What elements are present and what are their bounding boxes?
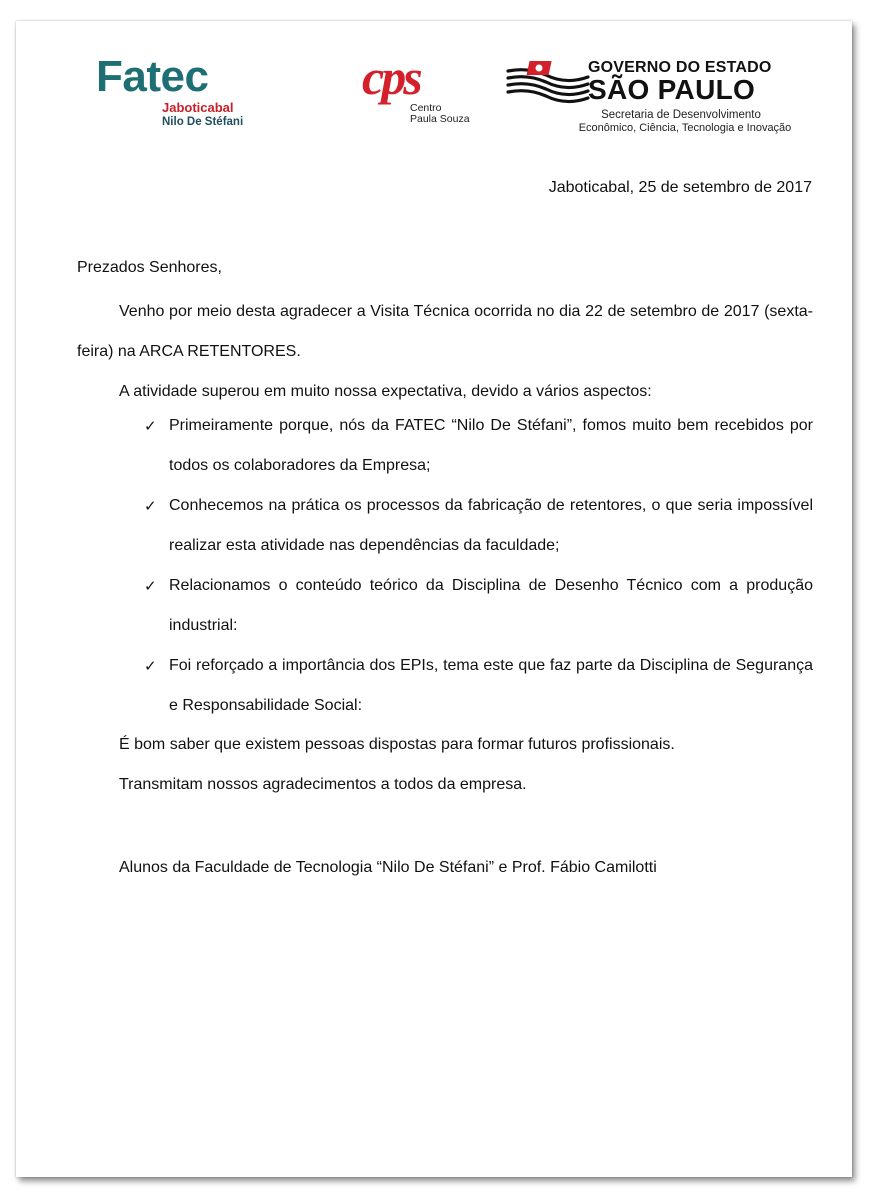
letter-signature: Alunos da Faculdade de Tecnologia “Nilo De Stéfani” e Prof. Fábio Camilotti xyxy=(119,859,657,876)
check-icon: ✓ xyxy=(144,497,157,515)
list-item xyxy=(144,406,813,486)
aspects-list xyxy=(144,406,813,726)
check-icon: ✓ xyxy=(144,657,157,675)
secretaria-line1: Secretaria de Desenvolvimento xyxy=(601,109,761,121)
sp-flag-icon xyxy=(506,59,590,105)
cps-logo-subtitle-line2: Paula Souza xyxy=(410,113,470,125)
list-item xyxy=(144,486,813,566)
cps-logo-subtitle-line1: Centro xyxy=(410,102,442,114)
list-item xyxy=(144,566,813,646)
list-item-text: Foi reforçado a importância dos EPIs, tema este que faz parte da Disciplina de Segurança e Responsabilidade Social: xyxy=(169,657,813,714)
cps-logo-name: cps xyxy=(362,49,420,105)
letter-date: Jaboticabal, 25 de setembro de 2017 xyxy=(548,179,812,196)
letter-page xyxy=(16,21,852,1177)
check-icon: ✓ xyxy=(144,577,157,595)
paragraph-atividade: A atividade superou em muito nossa expectativa, devido a vários aspectos: xyxy=(119,383,652,400)
secretaria-line2: Econômico, Ciência, Tecnologia e Inovação xyxy=(578,122,792,134)
governo-line2: SÃO PAULO xyxy=(588,74,756,105)
fatec-logo xyxy=(96,52,256,135)
paragraph-agradecimentos: Transmitam nossos agradecimentos a todos da empresa. xyxy=(119,776,527,793)
cps-logo xyxy=(362,49,482,127)
list-item-text: Relacionamos o conteúdo teórico da Disciplina de Desenho Técnico com a produção industrial: xyxy=(169,577,813,634)
fatec-logo-city: Jaboticabal xyxy=(162,100,234,115)
paragraph-visita: Venho por meio desta agradecer a Visita Técnica ocorrida no dia 22 de setembro de 2017 (sexta-feira) na ARCA RETENTORES. xyxy=(77,303,813,360)
governo-sp-logo xyxy=(506,55,816,139)
letter-salutation: Prezados Senhores, xyxy=(77,259,222,276)
fatec-logo-name: Fatec xyxy=(96,52,209,101)
governo-line1: GOVERNO DO ESTADO xyxy=(588,59,772,76)
cps-logo-subtitle xyxy=(410,103,490,125)
list-item-text: Primeiramente porque, nós da FATEC “Nilo De Stéfani”, fomos muito bem recebidos por todos os colaboradores da Empresa; xyxy=(169,417,813,474)
list-item-text: Conhecemos na prática os processos da fabricação de retentores, o que seria impossível realizar esta atividade nas dependências da faculdade; xyxy=(169,497,813,554)
list-item xyxy=(144,646,813,726)
check-icon: ✓ xyxy=(144,417,157,435)
fatec-logo-subtitle: Nilo De Stéfani xyxy=(162,116,244,128)
paragraph-profissionais: É bom saber que existem pessoas dispostas para formar futuros profissionais. xyxy=(119,736,675,753)
